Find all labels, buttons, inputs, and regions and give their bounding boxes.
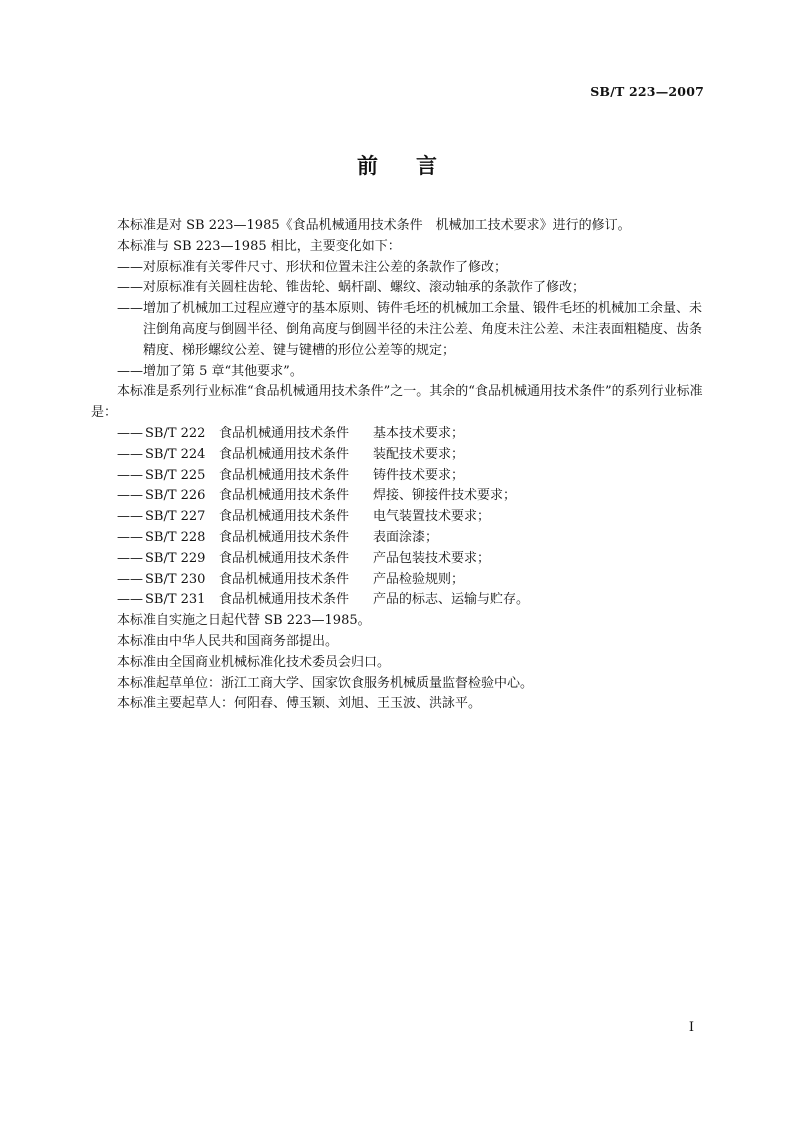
changes-list (91, 258, 708, 383)
dash-marker: —— (117, 467, 143, 483)
paragraph-revision-note: 本标准是对 SB 223—1985《食品机械通用技术条件 机械加工技术要求》进行的修订。 (117, 218, 631, 233)
series-part: 产品包装技术要求； (373, 550, 491, 566)
list-item (91, 258, 708, 279)
series-name: 食品机械通用技术条件 (219, 509, 350, 525)
paragraph-centralized-by: 本标准由全国商业机械标准化技术委员会归口。 (117, 654, 391, 670)
series-code: SB/T 228 (145, 529, 206, 545)
series-code: SB/T 226 (145, 488, 206, 504)
series-item (91, 486, 708, 507)
dash-marker: —— (117, 363, 143, 379)
series-item (91, 570, 708, 591)
series-part: 装配技术要求； (373, 446, 465, 462)
series-part: 焊接、铆接件技术要求； (373, 488, 517, 504)
series-part: 产品的标志、运输与贮存。 (373, 592, 530, 608)
change-text: 增加了机械加工过程应遵守的基本原则、铸件毛坯的机械加工余量、锻件毛坯的机械加工余量、未注倒角高度与倒圆半径、倒角高度与倒圆半径的未注公差、角度未注公差、未注表面粗糙度、齿条精度、梯形螺纹公差、键与键槽的形位公差等的规定； (143, 301, 703, 358)
series-part: 表面涂漆； (373, 529, 439, 545)
series-part: 铸件技术要求； (373, 467, 465, 483)
series-item (91, 528, 708, 549)
paragraph-drafting-units: 本标准起草单位：浙江工商大学、国家饮食服务机械质量监督检验中心。 (117, 675, 534, 691)
standard-code: SB/T 223—2007 (590, 84, 704, 99)
series-part: 基本技术要求； (373, 425, 465, 441)
dash-marker: —— (117, 592, 143, 608)
series-name: 食品机械通用技术条件 (219, 550, 350, 566)
series-item (91, 507, 708, 528)
series-code: SB/T 230 (145, 571, 206, 587)
document-body (91, 216, 708, 715)
series-name: 食品机械通用技术条件 (219, 425, 350, 441)
series-code: SB/T 231 (145, 592, 206, 608)
series-part: 电气装置技术要求； (373, 509, 491, 525)
series-item (91, 445, 708, 466)
dash-marker: —— (117, 529, 143, 545)
paragraph-series-intro: 本标准是系列行业标准“食品机械通用技术条件”之一。其余的“食品机械通用技术条件”的系列行业标准是： (91, 384, 703, 421)
dash-marker: —— (117, 571, 143, 587)
series-code: SB/T 222 (145, 425, 206, 441)
series-name: 食品机械通用技术条件 (219, 571, 350, 587)
page-number: I (688, 1020, 694, 1035)
series-name: 食品机械通用技术条件 (219, 467, 350, 483)
change-text: 对原标准有关零件尺寸、形状和位置未注公差的条款作了修改； (143, 259, 508, 275)
series-item (91, 466, 708, 487)
series-list (91, 424, 708, 611)
dash-marker: —— (117, 488, 143, 504)
list-item (91, 362, 708, 383)
paragraph-drafters: 本标准主要起草人：何阳春、傅玉颖、刘旭、王玉波、洪詠平。 (117, 696, 482, 712)
dash-marker: —— (117, 280, 143, 296)
series-code: SB/T 224 (145, 446, 206, 462)
series-name: 食品机械通用技术条件 (219, 529, 350, 545)
series-code: SB/T 229 (145, 550, 206, 566)
series-name: 食品机械通用技术条件 (219, 488, 350, 504)
dash-marker: —— (117, 301, 143, 317)
paragraph-replaces: 本标准自实施之日起代替 SB 223—1985。 (117, 613, 371, 629)
paragraph-proposed-by: 本标准由中华人民共和国商务部提出。 (117, 633, 339, 649)
dash-marker: —— (117, 259, 143, 275)
series-item (91, 424, 708, 445)
series-item (91, 590, 708, 611)
series-name: 食品机械通用技术条件 (219, 446, 350, 462)
dash-marker: —— (117, 550, 143, 566)
dash-marker: —— (117, 425, 143, 441)
series-item (91, 549, 708, 570)
series-code: SB/T 227 (145, 509, 206, 525)
dash-marker: —— (117, 509, 143, 525)
dash-marker: —— (117, 446, 143, 462)
list-item (91, 278, 708, 299)
series-part: 产品检验规则； (373, 571, 465, 587)
change-text: 对原标准有关圆柱齿轮、锥齿轮、蜗杆副、螺纹、滚动轴承的条款作了修改； (143, 280, 586, 296)
series-name: 食品机械通用技术条件 (219, 592, 350, 608)
list-item (91, 299, 708, 361)
page-title: 前言 (357, 153, 475, 178)
paragraph-changes-intro: 本标准与 SB 223—1985 相比，主要变化如下： (117, 238, 401, 254)
series-code: SB/T 225 (145, 467, 206, 483)
change-text: 增加了第 5 章“其他要求”。 (143, 363, 303, 379)
